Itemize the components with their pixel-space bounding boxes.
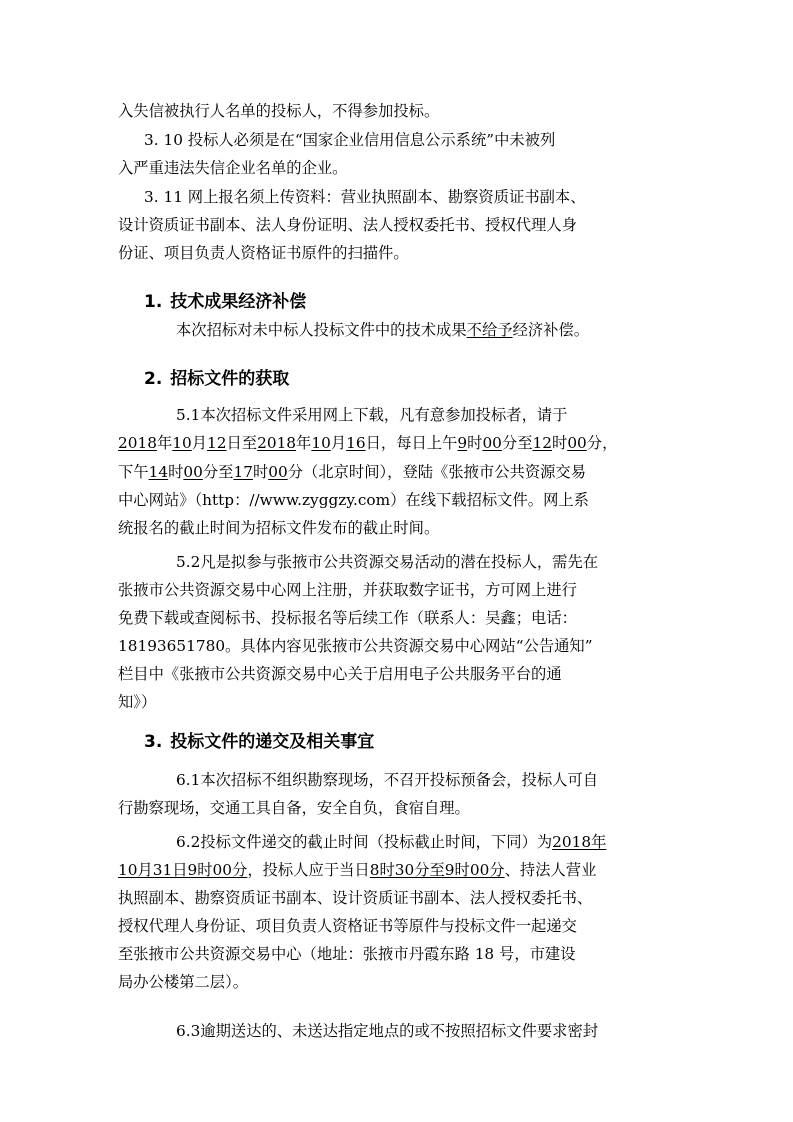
heading-title: 投标文件的递交及相关事宜 (170, 732, 375, 752)
text-segment: 、持法人营业 (504, 861, 597, 879)
text-segment: 分（北京时间），登陆《张掖市公共资源交易 (287, 463, 587, 481)
underlined-text: 00 (268, 463, 288, 481)
text-segment: 本次招标对未中标人投标文件中的技术成果 (176, 321, 467, 339)
text-segment: 分至 (501, 434, 533, 452)
technical-compensation-paragraph (176, 320, 589, 340)
underlined-text: 00 (482, 434, 502, 452)
text-segment: 时 (252, 463, 269, 481)
item-3-11-line-2: 设计资质证书副本、法人身份证明、法人授权委托书、授权代理人身 (118, 216, 577, 234)
para-5-1-line-5: 统报名的截止时间为招标文件发布的截止时间。 (118, 519, 440, 537)
section-heading-obtain-documents (144, 368, 289, 390)
text-segment: 时 (168, 463, 184, 481)
heading-title: 招标文件的获取 (170, 369, 290, 389)
para-5-1-line-1: 5.1本次招标文件采用网上下载，凡有意参加投标者，请于 (176, 406, 568, 424)
section-heading-technical-compensation (144, 291, 306, 313)
section-heading-bid-submission (144, 731, 374, 753)
item-3-11-line-1: 3. 11 网上报名须上传资料：营业执照副本、勘察资质证书副本、 (144, 188, 586, 206)
underlined-text: 00 (183, 463, 203, 481)
para-6-2-line-5: 至张掖市公共资源交易中心（地址：张掖市丹霞东路 18 号，市建设 (118, 945, 576, 963)
underlined-text: 12 (207, 434, 227, 452)
text-segment: 时 (467, 434, 483, 452)
underlined-text: 10 (172, 434, 192, 452)
underlined-text: 2018 (118, 434, 157, 452)
underlined-text: 10月31日9时00分 (118, 861, 248, 879)
requirement-continuation-line: 入失信被执行人名单的投标人，不得参加投标。 (118, 102, 440, 120)
heading-number: 1. (144, 292, 163, 312)
text-segment: ，投标人应于当日 (247, 861, 370, 879)
para-5-2-line-5: 栏目中《张掖市公共资源交易中心关于启用电子公共服务平台的通 (118, 665, 562, 683)
text-segment: 日，每日上午 (365, 434, 458, 452)
text-segment: 年 (156, 434, 173, 452)
text-segment: 月 (191, 434, 208, 452)
underlined-text: 14 (148, 463, 169, 481)
para-5-2-line-3: 免费下载或查阅标书、投标报名等后续工作（联系人：吴鑫；电话： (118, 609, 577, 627)
text-segment: 月 (330, 434, 347, 452)
text-segment: 下午 (118, 463, 149, 481)
para-5-2-line-4: 18193651780。具体内容见张掖市公共资源交易中心网站“公告通知” (118, 637, 593, 655)
text-segment: 分， (586, 434, 618, 452)
para-6-2-line-6: 局办公楼第二层）。 (118, 973, 249, 991)
text-segment: 经济补偿。 (512, 321, 590, 339)
text-segment: 时 (552, 434, 568, 452)
underlined-text: 12 (532, 434, 552, 452)
para-6-2-line-3: 执照副本、勘察资质证书副本、设计资质证书副本、法人授权委托书、 (118, 889, 593, 907)
item-3-10-line-2: 入严重违法失信企业名单的企业。 (118, 159, 348, 177)
para-5-2-line-6: 知》） (118, 693, 157, 711)
item-3-11-line-3: 份证、项目负责人资格证书原件的扫描件。 (118, 244, 409, 262)
para-6-1-line-2: 行勘察现场，交通工具自备，安全自负，食宿自理。 (118, 799, 470, 817)
para-6-3-line-1: 6.3逾期送达的、未送达指定地点的或不按照招标文件要求密封 (176, 1022, 599, 1040)
underlined-text: 不给予 (466, 321, 513, 339)
para-5-1-line-3-times (118, 462, 586, 482)
underlined-text: 2018 (257, 434, 297, 452)
para-5-1-line-2-dates (118, 433, 617, 453)
text-segment: 日至 (226, 434, 258, 452)
underlined-text: 8时30分至9时00分 (369, 861, 505, 879)
para-5-1-line-4: 中心网站》（http：//www.zyggzy.com）在线下载招标文件。网上系 (118, 491, 589, 509)
para-6-2-line-1 (176, 832, 606, 852)
heading-number: 2. (144, 369, 163, 389)
heading-title: 技术成果经济补偿 (170, 292, 307, 312)
underlined-text: 10 (311, 434, 331, 452)
item-3-10-line-1: 3. 10 投标人必须是在“国家企业信用信息公示系统”中未被列 (144, 131, 556, 149)
para-6-2-line-4: 授权代理人身份证、项目负责人资格证书等原件与投标文件一起递交 (118, 917, 577, 935)
para-6-1-line-1: 6.1本次招标不组织勘察现场，不召开投标预备会，投标人可自 (176, 771, 599, 789)
para-5-2-line-1: 5.2凡是拟参与张掖市公共资源交易活动的潜在投标人，需先在 (176, 553, 599, 571)
heading-number: 3. (144, 732, 163, 752)
para-5-2-line-2: 张掖市公共资源交易中心网上注册，并获取数字证书，方可网上进行 (118, 581, 577, 599)
text-segment: 6.2投标文件递交的截止时间（投标截止时间，下同）为 (176, 833, 553, 851)
underlined-text: 00 (567, 434, 587, 452)
text-segment: 分至 (202, 463, 234, 481)
underlined-text: 2018年 (552, 833, 607, 851)
underlined-text: 17 (233, 463, 253, 481)
text-segment: 年 (296, 434, 312, 452)
underlined-text: 16 (346, 434, 366, 452)
underlined-text: 9 (457, 434, 468, 452)
para-6-2-line-2 (118, 860, 596, 880)
